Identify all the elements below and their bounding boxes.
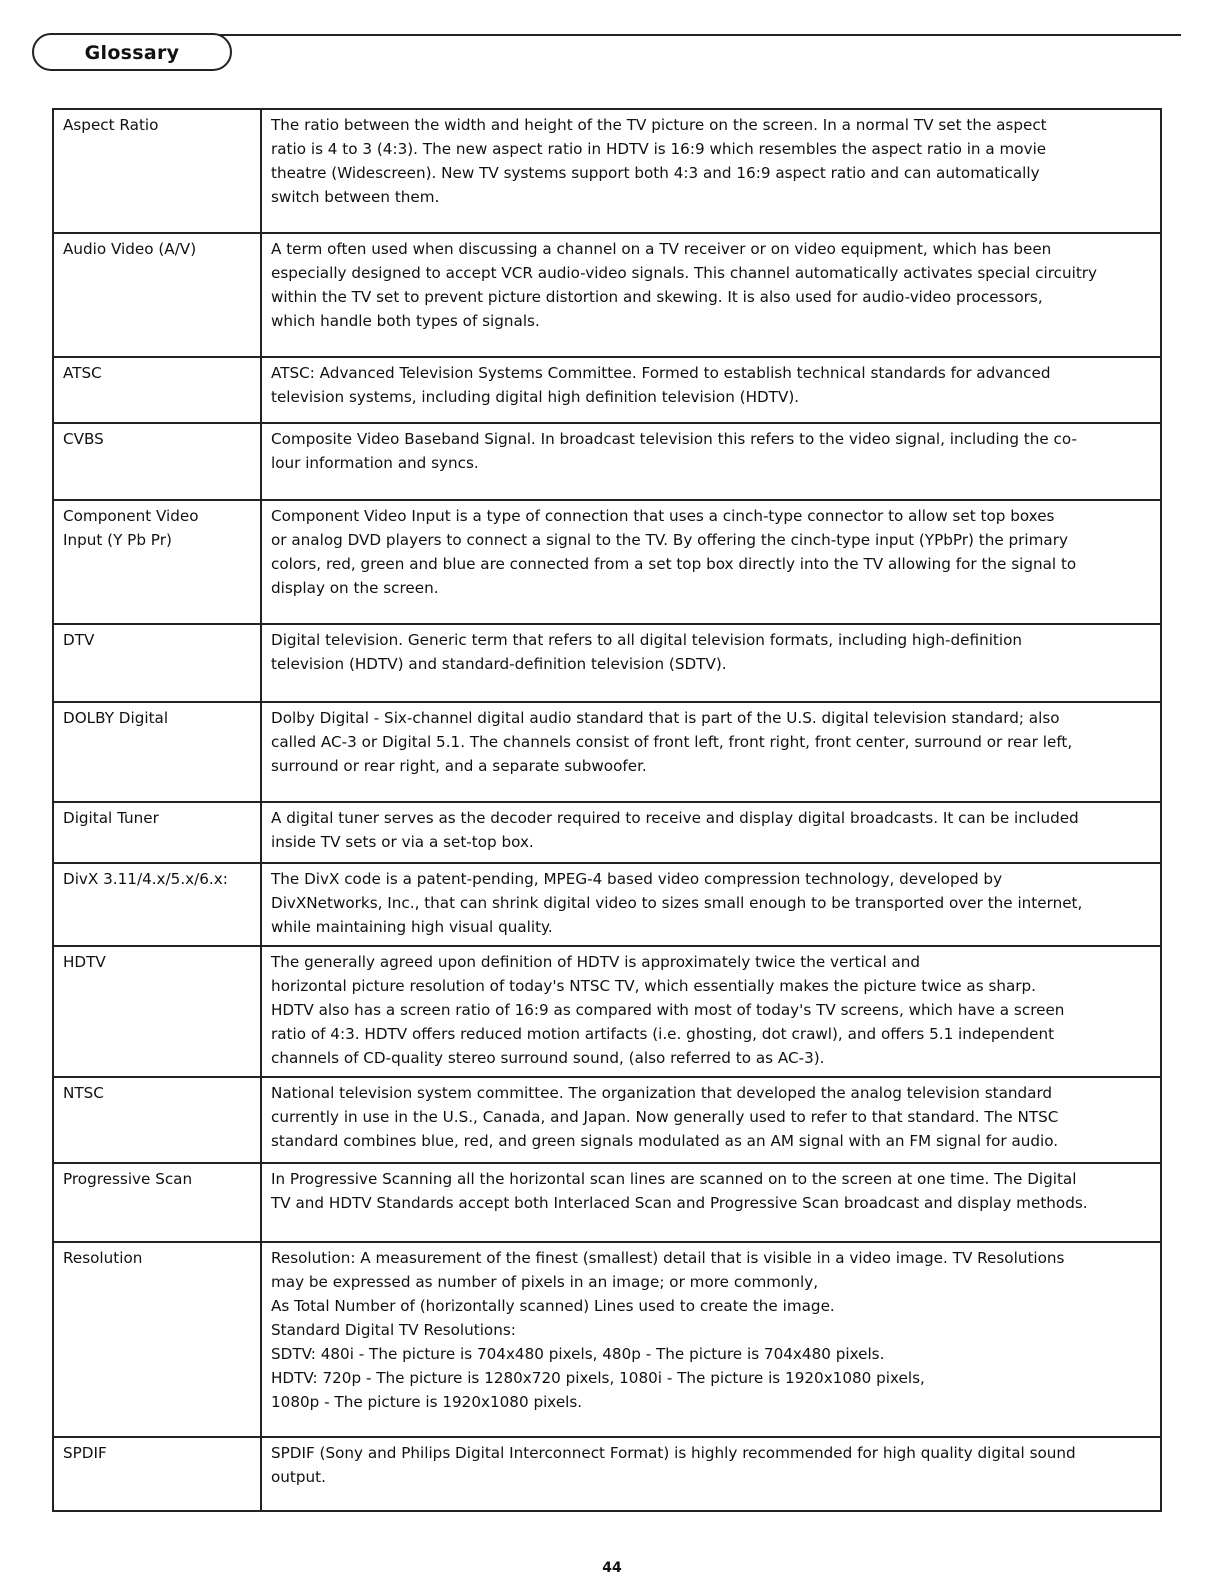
- glossary-term: Component Video Input (Y Pb Pr): [53, 500, 261, 624]
- glossary-term: Aspect Ratio: [53, 109, 261, 233]
- glossary-definition: A digital tuner serves as the decoder required to receive and display digital broadcasts. It can be included inside TV sets or via a set-top box.: [261, 802, 1161, 863]
- glossary-term: Progressive Scan: [53, 1163, 261, 1242]
- glossary-definition: In Progressive Scanning all the horizontal scan lines are scanned on to the screen at one time. The Digital TV and HDTV Standards accept both Interlaced Scan and Progressive Scan broadcast and display methods.: [261, 1163, 1161, 1242]
- section-title: Glossary: [84, 42, 180, 64]
- glossary-definition: Digital television. Generic term that refers to all digital television formats, including high-definition television (HDTV) and standard-definition television (SDTV).: [261, 624, 1161, 702]
- glossary-term: Digital Tuner: [53, 802, 261, 863]
- glossary-row: [53, 802, 1161, 863]
- glossary-term: ATSC: [53, 357, 261, 423]
- glossary-term: NTSC: [53, 1077, 261, 1163]
- glossary-definition: Dolby Digital - Six-channel digital audio standard that is part of the U.S. digital television standard; also called AC-3 or Digital 5.1. The channels consist of front left, front right, front center, surround or rear left, surround or rear right, and a separate subwoofer.: [261, 702, 1161, 802]
- glossary-definition: SPDIF (Sony and Philips Digital Interconnect Format) is highly recommended for high quality digital sound output.: [261, 1437, 1161, 1511]
- glossary-definition: Composite Video Baseband Signal. In broadcast television this refers to the video signal, including the co- lour information and syncs.: [261, 423, 1161, 500]
- glossary-row: [53, 1077, 1161, 1163]
- glossary-definition: The generally agreed upon definition of HDTV is approximately twice the vertical and horizontal picture resolution of today's NTSC TV, which essentially makes the picture twice as sharp. HDTV also has a screen ratio of 16:9 as compared with most of today's TV screens, which have a screen ratio of 4:3. HDTV offers reduced motion artifacts (i.e. ghosting, dot crawl), and offers 5.1 independent channels of CD-quality stereo surround sound, (also referred to as AC-3).: [261, 946, 1161, 1077]
- glossary-row: [53, 1163, 1161, 1242]
- glossary-term: CVBS: [53, 423, 261, 500]
- glossary-definition: A term often used when discussing a channel on a TV receiver or on video equipment, which has been especially designed to accept VCR audio-video signals. This channel automatically activates special circuitry within the TV set to prevent picture distortion and skewing. It is also used for audio-video processors, which handle both types of signals.: [261, 233, 1161, 357]
- glossary-row: [53, 702, 1161, 802]
- header-rule: [195, 34, 1181, 36]
- glossary-term: Audio Video (A/V): [53, 233, 261, 357]
- glossary-definition: Resolution: A measurement of the finest (smallest) detail that is visible in a video image. TV Resolutions may be expressed as number of pixels in an image; or more commonly, As Total Number of (horizontally scanned) Lines used to create the image. Standard Digital TV Resolutions: SDTV: 480i - The picture is 704x480 pixels, 480p - The picture is 704x480 pixels. HDTV: 720p - The picture is 1280x720 pixels, 1080i - The picture is 1920x1080 pixels, 1080p - The picture is 1920x1080 pixels.: [261, 1242, 1161, 1437]
- glossary-term: Resolution: [53, 1242, 261, 1437]
- glossary-term: DivX 3.11/4.x/5.x/6.x:: [53, 863, 261, 946]
- glossary-row: [53, 233, 1161, 357]
- glossary-definition: The DivX code is a patent-pending, MPEG-4 based video compression technology, developed by DivXNetworks, Inc., that can shrink digital video to sizes small enough to be transported over the internet, while maintaining high visual quality.: [261, 863, 1161, 946]
- glossary-row: [53, 946, 1161, 1077]
- glossary-row: [53, 863, 1161, 946]
- glossary-row: [53, 500, 1161, 624]
- glossary-row: [53, 423, 1161, 500]
- glossary-term: SPDIF: [53, 1437, 261, 1511]
- section-tab: [32, 33, 232, 71]
- glossary-definition: National television system committee. The organization that developed the analog television standard currently in use in the U.S., Canada, and Japan. Now generally used to refer to that standard. The NTSC standard combines blue, red, and green signals modulated as an AM signal with an FM signal for audio.: [261, 1077, 1161, 1163]
- glossary-term: DTV: [53, 624, 261, 702]
- glossary-row: [53, 624, 1161, 702]
- page-number: 44: [602, 1560, 622, 1576]
- glossary-term: HDTV: [53, 946, 261, 1077]
- glossary-table: [52, 108, 1162, 1512]
- glossary-definition: The ratio between the width and height of the TV picture on the screen. In a normal TV set the aspect ratio is 4 to 3 (4:3). The new aspect ratio in HDTV is 16:9 which resembles the aspect ratio in a movie theatre (Widescreen). New TV systems support both 4:3 and 16:9 aspect ratio and can automatically switch between them.: [261, 109, 1161, 233]
- glossary-row: [53, 109, 1161, 233]
- glossary-row: [53, 1242, 1161, 1437]
- glossary-definition: ATSC: Advanced Television Systems Committee. Formed to establish technical standards for advanced television systems, including digital high definition television (HDTV).: [261, 357, 1161, 423]
- glossary-definition: Component Video Input is a type of connection that uses a cinch-type connector to allow set top boxes or analog DVD players to connect a signal to the TV. By offering the cinch-type input (YPbPr) the primary colors, red, green and blue are connected from a set top box directly into the TV allowing for the signal to display on the screen.: [261, 500, 1161, 624]
- glossary-term: DOLBY Digital: [53, 702, 261, 802]
- glossary-row: [53, 357, 1161, 423]
- glossary-row: [53, 1437, 1161, 1511]
